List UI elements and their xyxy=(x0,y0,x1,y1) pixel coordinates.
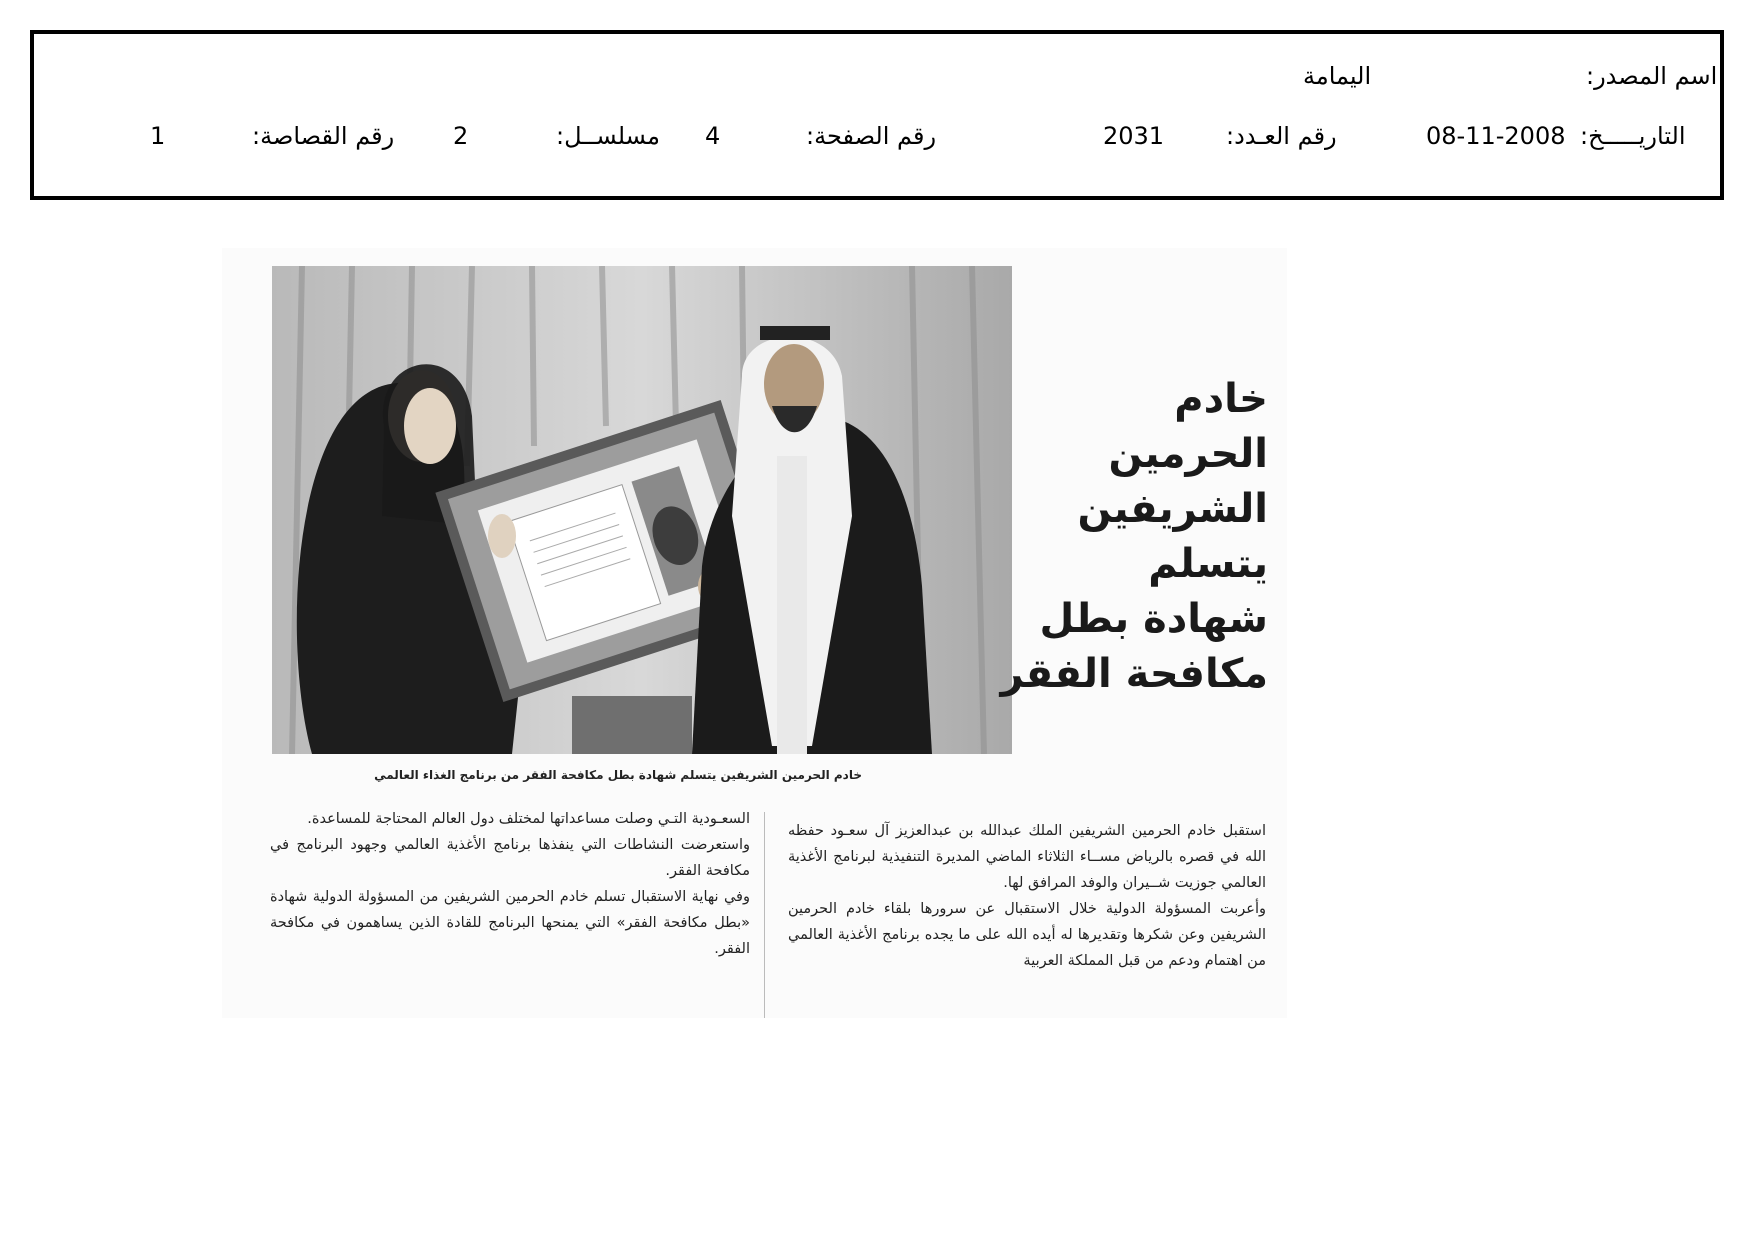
issue-value: 2031 xyxy=(1103,122,1165,150)
article-column-left xyxy=(270,806,750,962)
clip-number-value: 1 xyxy=(150,122,166,150)
headline-line: خادم xyxy=(1174,376,1268,422)
headline-line: الحرمين xyxy=(1108,431,1268,477)
date-label: التاريـــــخ: xyxy=(1580,122,1686,150)
article-headline xyxy=(1000,372,1268,702)
headline-line: شهادة بطل xyxy=(1039,596,1268,642)
article-paragraph: السعـودية التـي وصلت مساعداتها لمختلف دول العالم المحتاجة للمساعدة. xyxy=(307,811,750,827)
clipping-header xyxy=(30,30,1724,200)
page-value: 4 xyxy=(705,122,721,150)
source-value: اليمامة xyxy=(1303,62,1372,90)
serial-value: 2 xyxy=(453,122,469,150)
article-paragraph: وفي نهاية الاستقبال تسلم خادم الحرمين الشريفين من المسؤولة الدولية شهادة «بطل مكافحة الفقر» التي يمنحها البرنامج للقادة الذين يساهمون في مكافحة الفقر. xyxy=(270,889,750,957)
serial-label: مسلســل: xyxy=(556,122,660,150)
source-label: اسم المصدر: xyxy=(1586,62,1718,90)
article-paragraph: وأعربت المسؤولة الدولية خلال الاستقبال عن سرورها بلقاء خادم الحرمين الشريفين وعن شكرها وتقديرها له أيده الله على ما يجده برنامج الأغذية العالمي من اهتمام ودعم من قبل المملكة العربية xyxy=(788,901,1266,969)
page-label: رقم الصفحة: xyxy=(806,122,937,150)
issue-label: رقم العـدد: xyxy=(1226,122,1337,150)
article-paragraph: استقبل خادم الحرمين الشريفين الملك عبدالله بن عبدالعزيز آل سعـود حفظه الله في قصره بالرياض مســاء الثلاثاء الماضي المديرة التنفيذية لبرنامج الأغذية العالمي جوزيت شــيران والوفد المرافق لها. xyxy=(788,823,1266,891)
article-paragraph: واستعرضت النشاطات التي ينفذها برنامج الأغذية العالمي وجهود البرنامج في مكافحة الفقر. xyxy=(270,837,750,879)
article-photo xyxy=(272,266,1012,754)
date-value: 08-11-2008 xyxy=(1426,122,1566,150)
headline-line: الشريفين xyxy=(1077,486,1268,532)
column-divider xyxy=(764,812,765,1018)
article-column-right xyxy=(788,818,1266,974)
clip-number-label: رقم القصاصة: xyxy=(252,122,395,150)
headline-line: مكافحة الفقر xyxy=(1000,651,1268,697)
headline-line: يتسلم xyxy=(1148,541,1268,587)
photo-caption: خادم الحرمين الشريفين يتسلم شهادة بطل مكافحة الفقر من برنامج الغذاء العالمي xyxy=(374,768,862,782)
